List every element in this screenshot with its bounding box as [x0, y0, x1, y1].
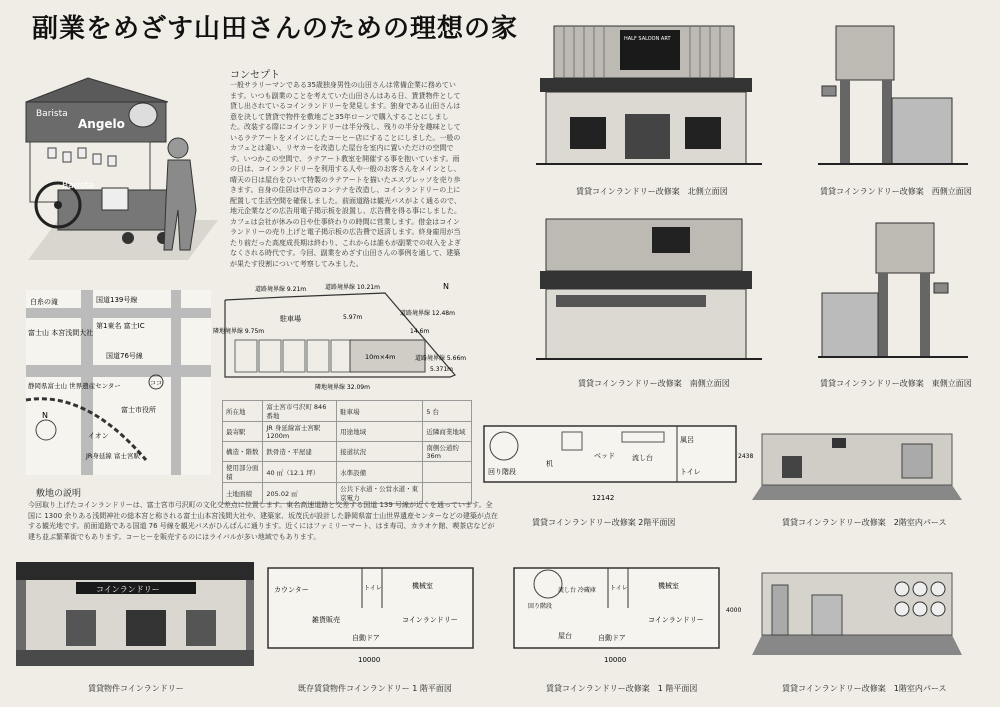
south-elevation: [540, 215, 765, 365]
photo-sign: コインランドリー: [96, 585, 160, 594]
site-road-top-mid: 道路境界線 10.21m: [325, 284, 380, 291]
map-label-2: 第1東名 富士IC: [96, 322, 145, 330]
table-row: 所在地 富士宮市弓沢町 846 番地 駐車場 5 台: [223, 401, 472, 422]
concept-body: 一般サラリーマンである35歳独身男性の山田さんは常備企業に務めています。いつも副業のことを考えていた山田さんはある日、賃貸物件として貸し出されているコインランドリーを発見します。独身である山田さんは意を決して賃貸で物件を敷地ごと35年ローンで購入することにしました。改装する際にコインランドリーは半分残し、残りの半分を趣味としているラテアートをメインにしたコーヒー店にすることにしました。一般のカフェとは違い、リヤカーを改造した屋台を室内に置いただけの空間です。いつかこの空間で、ラテアート教室を開催する事を抱いています。雨の日は、コインランドリーを利用する人や一般のお客さんをメインとし、晴天の日は屋台をひいて特製のラテアートを描いたエスプレッソを売り歩きます。自身の住居は中古のコンテナを改造し、コインランドリーの上に配置して生活空間を確保しました。前面道路は観光バスがよく通るので、地元企業などの広告用電子掲示板を設置し、広告費を得る事にしました。カフェは会社が休みの日や仕事終わりの時間に営業します。借金はコインランドリーの売り上げと電子掲示板の広告費で返済します。終身雇用が当たり前だった高度成長期は終わり、これからは誰もが副業での収入をよぎなくされる時代です。今回、副業をめざす山田さんの事例を通して、建築が果たす役割について考察してみました。: [230, 81, 461, 268]
plan1-room-0: 流し台 冷蔵庫: [558, 587, 596, 594]
caption-existing1: 既存賃貸物件コインランドリー 1 階平面図: [298, 684, 452, 693]
laundry-photo: [16, 562, 254, 666]
plan1-room-1: トイレ: [610, 585, 628, 592]
existing-room-5: 自動ドア: [352, 634, 380, 642]
caption-east: 賃貸コインランドリー改修案 東側立面図: [820, 379, 972, 388]
plan2-room-1: トイレ: [680, 468, 701, 476]
site-north-icon: N: [443, 282, 449, 291]
perspective-2f: [752, 430, 967, 505]
map-label-3: 富士山 本宮浅間大社: [28, 329, 94, 337]
existing-room-4: コインランドリー: [402, 616, 458, 624]
map-label-0: 白糸の滝: [30, 298, 58, 306]
area-map: [26, 290, 211, 475]
property-info-table: [222, 400, 472, 504]
plan2-room-4: 机: [546, 460, 553, 468]
existing-room-0: カウンター: [274, 586, 309, 594]
plan2-room-5: 回り階段: [488, 468, 516, 476]
site-dim-a: 5.97m: [343, 314, 363, 321]
caption-plan2: 賃貸コインランドリー改修案 2階平面図: [532, 518, 676, 527]
map-label-6: ココ: [150, 380, 163, 387]
existing-room-1: トイレ: [364, 585, 382, 592]
map-label-5: 静岡県富士山 世界遺産センター: [28, 382, 121, 390]
caption-south: 賃貸コインランドリー改修案 南側立面図: [578, 379, 730, 388]
map-label-4: 国道76号線: [106, 352, 143, 360]
perspective-1f: [752, 565, 967, 665]
east-elevation: [818, 215, 968, 365]
map-north-icon: N: [42, 411, 48, 420]
site-road-right-top: 道路境界線 12.48m: [400, 310, 455, 317]
container-sign: HALF SALOON ART: [624, 36, 671, 42]
caption-north: 賃貸コインランドリー改修案 北側立面図: [576, 187, 728, 196]
plan2-dim-w: 12142: [592, 494, 615, 502]
site-road-right-bottom: 道路境界線 5.66m: [415, 355, 467, 362]
cart-sign-side: Barista: [62, 181, 94, 191]
map-label-9: JR身延線 富士宮駅: [86, 452, 140, 460]
caption-plan1: 賃貸コインランドリー改修案 1 階平面図: [546, 684, 698, 693]
existing-dim-w: 10000: [358, 656, 381, 664]
west-elevation: [818, 22, 968, 172]
site-desc-heading: 敷地の説明: [36, 489, 82, 499]
site-plan: [213, 282, 475, 395]
existing-room-2: 機械室: [412, 582, 433, 590]
map-label-1: 国道139号線: [96, 296, 138, 304]
page-title: 副業をめざす山田さんのための理想の家: [32, 14, 519, 44]
plan1-room-5: コインランドリー: [648, 616, 704, 624]
plan2-room-0: 風呂: [680, 436, 694, 444]
cart-sign-top: Barista: [36, 109, 68, 119]
caption-perspective2: 賃貸コインランドリー改修案 2階室内パース: [782, 518, 947, 527]
site-desc-body: 今回取り上げたコインランドリーは、富士宮市弓沢町の文化交差点に位置します。東名高速道路と交差する国道 139 号線が近くを通っています。全国に 1300 余りある浅間神社の総本宮と称される富士山本宮浅間大社や、建築家、坂茂氏が設計した静岡県富士山世界遺産センターなどの建築が点在する観光地です。前面道路である国道 76 号線を観光バスがひんぱんに通ります。近くにはファミリーマート、はま寿司、カラオケ館、喫茶店などが建ち並ぶ繁華街でもあります。コーヒーを販売するのにはライバルが多い地域でもあります。: [28, 501, 498, 541]
site-road-top-left: 道路境界線 9.21m: [255, 286, 307, 293]
site-dim-b: 14.6m: [410, 328, 430, 335]
north-elevation: [540, 22, 765, 172]
plan2-room-3: 流し台: [632, 454, 653, 462]
table-row: 土地面積 205.02 ㎡ 公共下水道・公営水道・東京電力: [223, 483, 472, 504]
plan1-room-2: 機械室: [658, 582, 679, 590]
plan2-room-2: ベッド: [594, 452, 615, 460]
plan1-dim-h: 4000: [726, 607, 742, 614]
existing-room-3: 雑貨販売: [312, 616, 340, 624]
table-row: 使用部分面積 40 ㎡（12.1 坪） 水準設備: [223, 462, 472, 483]
caption-perspective1: 賃貸コインランドリー改修案 1階室内パース: [782, 684, 947, 693]
site-dim-c: 5.371m: [430, 366, 454, 373]
site-parking: 駐車場: [280, 315, 301, 323]
table-row: 構造・階数 鉄骨造・平屋建 接道状況 南側公道約 36m: [223, 442, 472, 462]
map-label-8: イオン: [88, 432, 109, 440]
site-neighbor-left: 隣地境界線 9.75m: [213, 328, 265, 335]
site-bottom: 隣地境界線 32.09m: [315, 384, 370, 391]
table-row: 最寄駅 JR 身延線富士宮駅 1200m 用途地域 近隣商業地域: [223, 422, 472, 442]
caption-west: 賃貸コインランドリー改修案 西側立面図: [820, 187, 972, 196]
plan1-room-3: 回り階段: [528, 603, 553, 610]
plan1-room-4: 屋台: [558, 632, 572, 640]
existing-plan-1f: [262, 562, 482, 672]
concept-heading: コンセプト: [230, 70, 280, 81]
plan1-dim-w: 10000: [604, 656, 627, 664]
cart-illustration: [18, 70, 218, 270]
plan-1f: [508, 562, 743, 672]
caption-photo: 賃貸物件コインランドリー: [88, 684, 184, 693]
plan-2f: [482, 422, 754, 507]
plan2-dim-h: 2438: [738, 453, 754, 460]
site-building: 10m×4m: [365, 353, 396, 361]
plan1-room-6: 自動ドア: [598, 634, 626, 642]
cart-sign-brand: Angelo: [78, 117, 125, 131]
map-label-7: 富士市役所: [121, 406, 156, 414]
